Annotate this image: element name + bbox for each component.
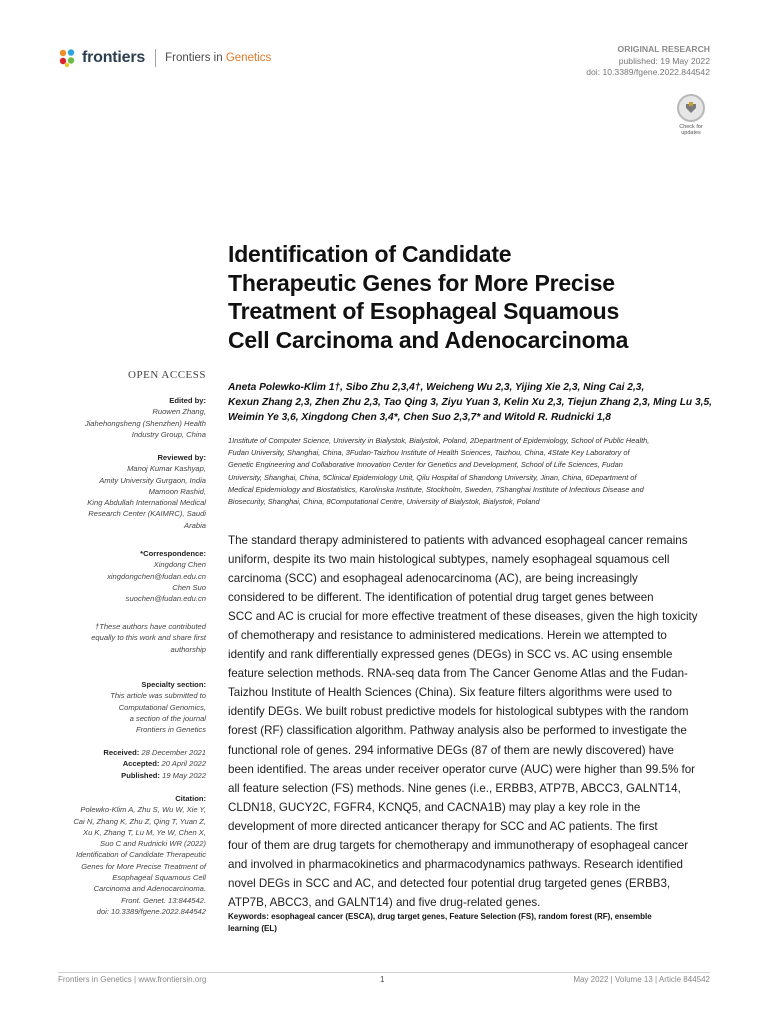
affiliation-line: 1Institute of Computer Science, University in Bialystok, Bialystok, Poland, 2Department of Epidemiology, School of Public Health, bbox=[228, 436, 650, 445]
citation-doi[interactable]: doi: 10.3389/fgene.2022.844542 bbox=[96, 906, 206, 916]
correspondence-email[interactable]: xingdongchen@fudan.edu.cn bbox=[107, 571, 206, 581]
footer-divider bbox=[58, 972, 710, 973]
reviewer-line: King Abdullah International Medical bbox=[87, 498, 206, 508]
author-list bbox=[228, 381, 718, 425]
abstract-line: identify and rank differentially expressed genes (DEGs) in SCC vs. AC using ensemble bbox=[228, 648, 673, 662]
correspondence-name: Chen Suo bbox=[172, 582, 206, 592]
published-date: published: 19 May 2022 bbox=[618, 55, 710, 66]
affiliation-line: Medical Epidemiology and Biostatistics, Karolinska Institute, Stockholm, Sweden, 7Shanghai Institute of Infectious Disease and bbox=[228, 484, 644, 494]
abstract-line: and involved in pharmacokinetics and pharmacodynamics pathways. Research identified bbox=[228, 857, 683, 871]
reviewed-by-heading: Reviewed by: bbox=[157, 453, 206, 462]
abstract-line: forest (RF) classification algorithm. Pathway analysis also be performed to investigate the bbox=[228, 724, 687, 738]
abstract-line: four of them are drug targets for chemotherapy and immunotherapy of esophageal cancer bbox=[228, 838, 689, 852]
keywords-line: learning (EL) bbox=[228, 924, 277, 933]
note-line: equally to this work and share first bbox=[91, 633, 206, 643]
open-access-label: OPEN ACCESS bbox=[128, 369, 206, 381]
correspondence-name: Xingdong Chen bbox=[153, 560, 206, 570]
author-line[interactable]: Aneta Polewko-Klim 1†, Sibo Zhu 2,3,4†, Weicheng Wu 2,3, Yijing Xie 2,3, Ning Cai 2,3, bbox=[228, 382, 645, 393]
title-line: Cell Carcinoma and Adenocarcinoma bbox=[228, 326, 629, 353]
footer-issue-info: May 2022 | Volume 13 | Article 844542 bbox=[573, 975, 710, 984]
footer-journal-link[interactable]: Frontiers in Genetics | www.frontiersin.org bbox=[58, 975, 207, 984]
citation-line: Suo C and Rudnicki WR (2022) bbox=[100, 839, 206, 849]
edited-by-heading: Edited by: bbox=[169, 396, 206, 405]
title-line: Identification of Candidate bbox=[228, 241, 512, 267]
note-line: †These authors have contributed bbox=[94, 622, 206, 631]
affiliation-line: University, Shanghai, China, 5Clinical Epidemiology Unit, Qilu Hospital of Shandong University, Jinan, China, 6Department of bbox=[228, 472, 637, 482]
editor-line: Jiahehongsheng (Shenzhen) Health bbox=[84, 418, 206, 428]
article-type: ORIGINAL RESEARCH bbox=[617, 44, 710, 54]
citation-line: Cai N, Zhang K, Zhu Z, Qing T, Yuan Z, bbox=[73, 816, 206, 826]
keywords-line: Keywords: esophageal cancer (ESCA), drug target genes, Feature Selection (FS), random forest (RF), ensemble bbox=[228, 912, 652, 921]
abstract-line: novel DEGs in SCC and AC, and detected four potential drug targeted genes (ERBB3, bbox=[228, 876, 671, 890]
abstract-line: carcinoma (SCC) and esophageal adenocarcinoma (AC), are being increasingly bbox=[228, 572, 638, 586]
abstract-line: SCC and AC is crucial for more effective treatment of these diseases, given the high toxicity bbox=[228, 610, 698, 624]
abstract-line: ATP7B, ABCC3, and GALNT14) and five drug-related genes. bbox=[228, 895, 541, 909]
citation-line: Genes for More Precise Treatment of bbox=[81, 861, 206, 871]
article-title bbox=[228, 240, 728, 354]
received-label: Received: bbox=[103, 748, 140, 757]
citation-line: Esophageal Squamous Cell bbox=[112, 873, 206, 883]
specialty-line: Computational Genomics, bbox=[118, 702, 206, 712]
author-line[interactable]: Weimin Ye 3,6, Xingdong Chen 3,4*, Chen Suo 2,3,7* and Witold R. Rudnicki 1,8 bbox=[228, 411, 611, 423]
abstract-line: CLDN18, GUCY2C, FGFR4, KCNQ5, and CACNA1B) may play a key role in the bbox=[228, 800, 641, 814]
editor-line: Industry Group, China bbox=[131, 429, 206, 439]
citation-line: Polewko-Klim A, Zhu S, Wu W, Xie Y, bbox=[80, 805, 206, 815]
accepted-label: Accepted: bbox=[122, 759, 160, 769]
reviewer-line: Manoj Kumar Kashyap, bbox=[127, 464, 206, 474]
abstract-line: of chemotherapy and resistance to administered medications. Herein we attempted to bbox=[228, 629, 667, 643]
abstract-line: functional role of genes. 294 informative DEGs (87 of them are newly discovered) have bbox=[228, 743, 674, 757]
title-line: Treatment of Esophageal Squamous bbox=[228, 298, 620, 324]
note-line: authorship bbox=[170, 644, 206, 654]
citation-line: Identification of Candidate Therapeutic bbox=[75, 850, 206, 860]
citation-line: Xu K, Zhang T, Lu M, Ye W, Chen X, bbox=[83, 827, 206, 837]
citation-line: Front. Genet. 13:844542. bbox=[121, 895, 206, 905]
equal-contribution-note bbox=[91, 621, 206, 655]
keywords bbox=[228, 911, 710, 935]
specialty-line: This article was submitted to bbox=[110, 691, 206, 701]
article-meta bbox=[586, 44, 710, 79]
received-value: 28 December 2021 bbox=[141, 748, 206, 757]
published-value: 19 May 2022 bbox=[162, 770, 206, 780]
reviewer-line: Arabia bbox=[184, 520, 206, 530]
check-for-updates-label: Check for updates bbox=[679, 124, 703, 136]
page-number: 1 bbox=[380, 975, 385, 984]
reviewer-line: Mamoon Rashid, bbox=[148, 486, 206, 496]
affiliations bbox=[228, 435, 718, 508]
logo-separator bbox=[155, 49, 156, 67]
title-line: Therapeutic Genes for More Precise bbox=[228, 269, 615, 296]
abstract-line: Taizhou Institute of Health Sciences (China). Six feature filters algorithms were used to bbox=[228, 686, 672, 700]
abstract-line: identify DEGs. We built robust predictive models for histological subtypes with the random bbox=[228, 705, 689, 719]
accepted-date bbox=[103, 758, 206, 769]
journal-name[interactable] bbox=[165, 52, 271, 64]
published-date-sidebar bbox=[103, 770, 206, 781]
affiliation-line: Genetic Engineering and Collaborative Innovation Center for Genetics and Development, School of Life Sciences, Fudan bbox=[228, 460, 623, 470]
abstract-line: been identified. The areas under receiver operator curve (AUC) were higher than 99.5% for bbox=[228, 762, 696, 776]
citation-section bbox=[73, 793, 206, 917]
check-for-updates-badge[interactable] bbox=[672, 94, 710, 140]
abstract-line: feature selection methods. RNA-seq data from The Cancer Genome Atlas and the Fudan- bbox=[228, 667, 688, 681]
reviewer-line: Research Center (KAIMRC), Saudi bbox=[88, 509, 206, 519]
abstract-line: all feature selection (FS) methods. Nine genes (i.e., ERBB3, ATP7B, ABCC3, GALNT14, bbox=[228, 781, 681, 795]
abstract-line: uniform, despite its two main histological subtypes, namely esophageal squamous cell bbox=[228, 553, 670, 567]
author-line[interactable]: Kexun Zhang 2,3, Zhen Zhu 2,3, Tao Qing 3, Ziyu Yuan 3, Kelin Xu 2,3, Tiejun Zhang 2,3, Ming Lu 3,5, bbox=[228, 396, 712, 408]
frontiers-logo-icon bbox=[58, 48, 78, 68]
journal-highlight: Genetics bbox=[225, 52, 272, 64]
dates-section bbox=[103, 747, 206, 781]
editor-line: Ruowen Zhang, bbox=[152, 407, 206, 417]
reviewed-by-section bbox=[87, 452, 206, 531]
specialty-heading: Specialty section: bbox=[141, 680, 206, 689]
correspondence-section bbox=[107, 548, 206, 604]
citation-heading: Citation: bbox=[175, 794, 206, 803]
citation-line: Carcinoma and Adenocarcinoma. bbox=[93, 884, 206, 894]
specialty-line: a section of the journal bbox=[129, 713, 206, 723]
correspondence-heading: *Correspondence: bbox=[140, 549, 206, 558]
affiliation-line: Biosecurity, Shanghai, China, 8Computational Centre, University of Bialystok, Bialystok, Poland bbox=[228, 497, 540, 507]
frontiers-wordmark: frontiers bbox=[82, 49, 146, 66]
specialty-section bbox=[110, 679, 206, 735]
check-for-updates-icon bbox=[677, 94, 705, 122]
edited-by-section bbox=[85, 395, 206, 440]
journal-prefix: Frontiers in bbox=[165, 52, 226, 64]
abstract-line: considered to be different. The identification of potential drug target genes between bbox=[228, 591, 654, 605]
published-label: Published: bbox=[121, 770, 160, 780]
affiliation-line: Fudan University, Shanghai, China, 3Fudan-Taizhou Institute of Health Sciences, Taizhou, China, 4State Key Laboratory of bbox=[228, 448, 630, 458]
abstract-line: The standard therapy administered to patients with advanced esophageal cancer remains bbox=[228, 534, 688, 547]
abstract bbox=[228, 531, 710, 912]
article-doi[interactable]: doi: 10.3389/fgene.2022.844542 bbox=[586, 67, 710, 77]
specialty-line: Frontiers in Genetics bbox=[135, 725, 206, 735]
frontiers-logo[interactable] bbox=[58, 44, 271, 72]
reviewer-line: Amity University Gurgaon, India bbox=[99, 475, 206, 485]
abstract-line: development of more directed anticancer therapy for SCC and AC patients. The first bbox=[228, 819, 658, 833]
received-date bbox=[103, 747, 206, 758]
accepted-value: 20 April 2022 bbox=[161, 759, 206, 769]
correspondence-email[interactable]: suochen@fudan.edu.cn bbox=[125, 594, 206, 604]
